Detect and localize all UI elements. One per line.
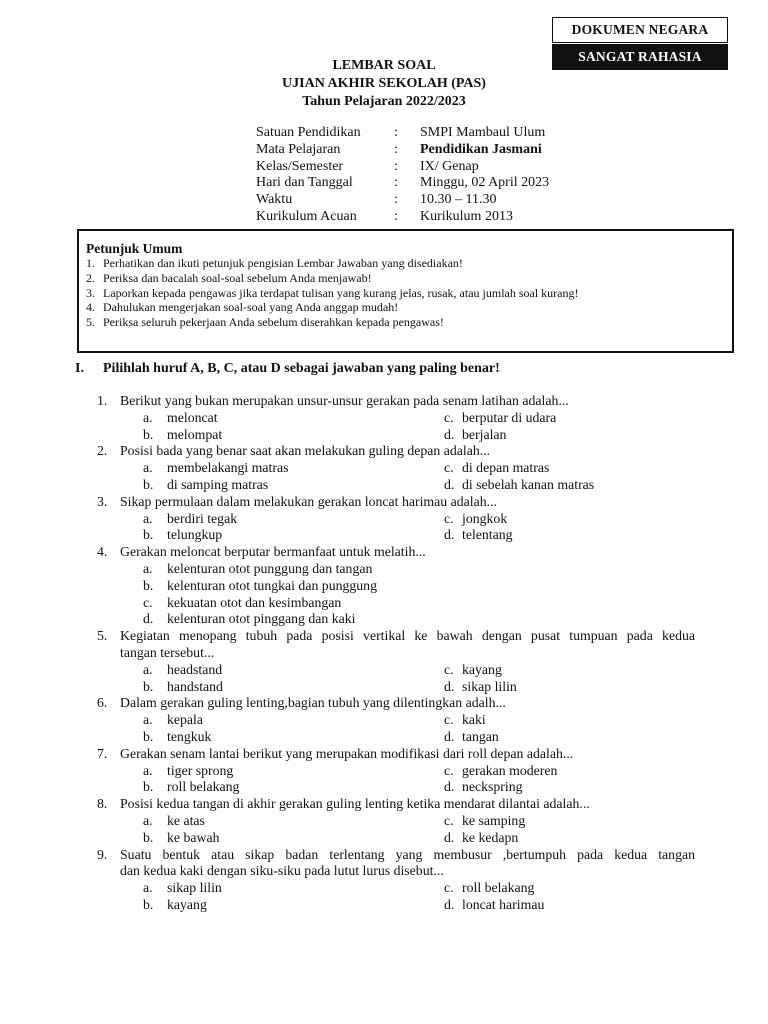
option-letter: d. bbox=[444, 678, 455, 694]
option-text: berdiri tegak bbox=[167, 510, 238, 526]
option-row bbox=[0, 662, 768, 679]
info-value: Minggu, 02 April 2023 bbox=[420, 175, 550, 191]
option-text: telungkup bbox=[167, 527, 223, 543]
option-text: meloncat bbox=[167, 409, 218, 425]
info-row-tanggal bbox=[256, 175, 676, 192]
info-row-waktu bbox=[256, 192, 676, 209]
option-letter: a. bbox=[143, 409, 153, 425]
option-letter: a. bbox=[143, 510, 153, 526]
option-text: tangan bbox=[462, 728, 499, 744]
option-row bbox=[0, 578, 768, 595]
option-letter: d. bbox=[444, 728, 455, 744]
option-row bbox=[0, 679, 768, 696]
stamp-dokumen-negara: DOKUMEN NEGARA bbox=[552, 17, 728, 43]
option-row bbox=[0, 561, 768, 578]
option-text: tengkuk bbox=[167, 728, 212, 744]
option-row bbox=[0, 611, 768, 628]
info-label: Hari dan Tanggal bbox=[256, 175, 353, 191]
option-letter: a. bbox=[143, 880, 153, 896]
instruction-item bbox=[86, 256, 732, 271]
option-row bbox=[0, 763, 768, 780]
question-line bbox=[0, 796, 768, 813]
option-letter: c. bbox=[444, 409, 454, 425]
info-colon: : bbox=[394, 141, 398, 157]
option-text: di samping matras bbox=[167, 476, 269, 492]
info-value: Pendidikan Jasmani bbox=[420, 141, 542, 157]
info-row-mapel bbox=[256, 142, 676, 159]
question-list bbox=[0, 393, 768, 914]
instructions-title: Petunjuk Umum bbox=[86, 241, 183, 256]
option-text: kelenturan otot punggung dan tangan bbox=[167, 560, 373, 576]
question-line bbox=[0, 645, 768, 662]
option-letter: d. bbox=[444, 527, 455, 543]
option-letter: c. bbox=[444, 510, 454, 526]
question-text: Sikap permulaan dalam melakukan gerakan loncat harimau adalah... bbox=[120, 493, 497, 509]
option-text: neckspring bbox=[462, 779, 523, 795]
option-text: telentang bbox=[462, 527, 513, 543]
question-text: Gerakan senam lantai berikut yang merupakan modifikasi dari roll depan adalah... bbox=[120, 745, 574, 761]
option-text: kayang bbox=[167, 896, 207, 912]
exam-title: UJIAN AKHIR SEKOLAH (PAS) bbox=[282, 76, 486, 91]
info-colon: : bbox=[394, 175, 398, 191]
option-letter: c. bbox=[444, 661, 454, 677]
option-letter: b. bbox=[143, 678, 154, 694]
option-text: kekuatan otot dan kesimbangan bbox=[167, 594, 342, 610]
option-letter: c. bbox=[444, 762, 454, 778]
question-text: Posisi bada yang benar saat akan melakukan guling depan adalah... bbox=[120, 443, 491, 459]
info-row-satuan bbox=[256, 125, 676, 142]
option-letter: d. bbox=[444, 829, 455, 845]
option-letter: b. bbox=[143, 728, 154, 744]
instruction-text: Laporkan kepada pengawas jika terdapat tulisan yang kurang jelas, rusak, atau jumlah soal kurang! bbox=[103, 285, 579, 300]
option-text: roll belakang bbox=[167, 779, 240, 795]
instruction-text: Periksa dan bacalah soal-soal sebelum Anda menjawab! bbox=[103, 270, 372, 285]
option-letter: a. bbox=[143, 712, 153, 728]
info-label: Mata Pelajaran bbox=[256, 141, 341, 157]
question-text: Kegiatan menopang tubuh pada posisi vertikal ke bawah dengan pusat tumpuan pada kedua bbox=[120, 628, 695, 644]
option-text: ke kedapn bbox=[462, 829, 519, 845]
option-letter: d. bbox=[444, 779, 455, 795]
info-colon: : bbox=[394, 192, 398, 208]
question-number: 3. bbox=[97, 493, 108, 509]
option-row bbox=[0, 460, 768, 477]
option-text: handstand bbox=[167, 678, 223, 694]
question-line bbox=[0, 544, 768, 561]
option-letter: d. bbox=[143, 611, 154, 627]
question-number: 2. bbox=[97, 443, 108, 459]
option-text: jongkok bbox=[462, 510, 508, 526]
question-line bbox=[0, 494, 768, 511]
option-row bbox=[0, 410, 768, 427]
option-row bbox=[0, 880, 768, 897]
option-row bbox=[0, 527, 768, 544]
question-5 bbox=[0, 628, 768, 695]
question-number: 5. bbox=[97, 628, 108, 644]
option-letter: c. bbox=[143, 594, 153, 610]
option-letter: c. bbox=[444, 812, 454, 828]
instruction-text: Periksa seluruh pekerjaan Anda sebelum diserahkan kepada pengawas! bbox=[103, 315, 444, 330]
option-letter: a. bbox=[143, 812, 153, 828]
question-text: dan kedua kaki dengan siku-siku pada lutut lurus disebut... bbox=[120, 863, 444, 879]
option-text: sikap lilin bbox=[462, 678, 517, 694]
option-text: melompat bbox=[167, 426, 223, 442]
section-heading bbox=[75, 360, 500, 377]
stamp-sangat-rahasia: SANGAT RAHASIA bbox=[552, 44, 728, 70]
info-value: SMPI Mambaul Ulum bbox=[420, 125, 546, 140]
option-text: tiger sprong bbox=[167, 762, 234, 778]
option-text: sikap lilin bbox=[167, 880, 222, 896]
option-letter: d. bbox=[444, 896, 455, 912]
option-letter: a. bbox=[143, 460, 153, 476]
instruction-num: 4. bbox=[86, 300, 95, 315]
question-line bbox=[0, 393, 768, 410]
question-text: Suatu bentuk atau sikap badan terlentang yang membusur ,bertumpuh pada kedua tangan bbox=[120, 846, 695, 862]
option-text: membelakangi matras bbox=[167, 460, 289, 476]
question-1 bbox=[0, 393, 768, 443]
academic-year: Tahun Pelajaran 2022/2023 bbox=[302, 94, 466, 109]
question-line bbox=[0, 628, 768, 645]
option-row bbox=[0, 897, 768, 914]
info-colon: : bbox=[394, 125, 398, 140]
question-number: 6. bbox=[97, 695, 108, 711]
info-row-kurikulum bbox=[256, 209, 676, 226]
option-letter: c. bbox=[444, 460, 454, 476]
question-text: Gerakan meloncat berputar bermanfaat untuk melatih... bbox=[120, 544, 426, 560]
question-3 bbox=[0, 494, 768, 544]
question-number: 4. bbox=[97, 544, 108, 560]
section-number: I. bbox=[75, 361, 84, 376]
option-text: di sebelah kanan matras bbox=[462, 476, 595, 492]
question-number: 8. bbox=[97, 796, 108, 812]
info-label: Kurikulum Acuan bbox=[256, 208, 357, 224]
question-9 bbox=[0, 847, 768, 914]
option-letter: a. bbox=[143, 560, 153, 576]
instruction-num: 5. bbox=[86, 315, 95, 330]
option-text: di depan matras bbox=[462, 460, 550, 476]
option-text: headstand bbox=[167, 661, 223, 677]
info-label: Waktu bbox=[256, 192, 293, 208]
option-text: loncat harimau bbox=[462, 896, 545, 912]
instructions-box bbox=[77, 229, 734, 353]
option-row bbox=[0, 729, 768, 746]
option-text: berjalan bbox=[462, 426, 507, 442]
option-letter: d. bbox=[444, 426, 455, 442]
question-line bbox=[0, 443, 768, 460]
option-row bbox=[0, 779, 768, 796]
question-7 bbox=[0, 746, 768, 796]
question-text: Dalam gerakan guling lenting,bagian tubuh yang dilentingkan adalh... bbox=[120, 695, 506, 711]
option-row bbox=[0, 595, 768, 612]
option-letter: b. bbox=[143, 476, 154, 492]
option-letter: a. bbox=[143, 762, 153, 778]
question-6 bbox=[0, 695, 768, 745]
option-row bbox=[0, 427, 768, 444]
option-text: ke bawah bbox=[167, 829, 220, 845]
option-row bbox=[0, 477, 768, 494]
option-text: gerakan moderen bbox=[462, 762, 558, 778]
question-line bbox=[0, 695, 768, 712]
question-text: Berikut yang bukan merupakan unsur-unsur gerakan pada senam latihan adalah... bbox=[120, 393, 569, 408]
instruction-num: 2. bbox=[86, 270, 95, 285]
option-text: kelenturan otot tungkai dan punggung bbox=[167, 577, 377, 593]
option-letter: c. bbox=[444, 712, 454, 728]
instruction-num: 1. bbox=[86, 256, 95, 270]
question-4 bbox=[0, 544, 768, 628]
option-letter: b. bbox=[143, 527, 154, 543]
option-text: kayang bbox=[462, 661, 502, 677]
option-text: ke atas bbox=[167, 812, 205, 828]
option-text: ke samping bbox=[462, 812, 526, 828]
section-instruction: Pilihlah huruf A, B, C, atau D sebagai jawaban yang paling benar! bbox=[103, 361, 500, 376]
instruction-item bbox=[86, 315, 732, 330]
info-value: IX/ Genap bbox=[420, 158, 479, 174]
option-letter: b. bbox=[143, 829, 154, 845]
option-text: berputar di udara bbox=[462, 409, 557, 425]
option-letter: c. bbox=[444, 880, 454, 896]
info-label: Kelas/Semester bbox=[256, 158, 344, 174]
question-number: 1. bbox=[97, 393, 108, 408]
info-label: Satuan Pendidikan bbox=[256, 125, 361, 140]
option-row bbox=[0, 511, 768, 528]
option-letter: b. bbox=[143, 426, 154, 442]
option-text: kepala bbox=[167, 712, 204, 728]
question-line bbox=[0, 863, 768, 880]
info-row-kelas bbox=[256, 159, 676, 176]
option-letter: b. bbox=[143, 577, 154, 593]
exam-info bbox=[256, 125, 676, 226]
instruction-text: Dahulukan mengerjakan soal-soal yang Anda anggap mudah! bbox=[103, 300, 399, 315]
info-colon: : bbox=[394, 208, 398, 224]
question-2 bbox=[0, 443, 768, 493]
option-row bbox=[0, 830, 768, 847]
option-row bbox=[0, 813, 768, 830]
instruction-text: Perhatikan dan ikuti petunjuk pengisian Lembar Jawaban yang disediakan! bbox=[103, 256, 463, 270]
question-text: tangan tersebut... bbox=[120, 644, 215, 660]
option-row bbox=[0, 712, 768, 729]
instruction-item bbox=[86, 300, 732, 315]
question-text: Posisi kedua tangan di akhir gerakan guling lenting ketika mendarat dilantai adalah... bbox=[120, 796, 590, 812]
option-text: kelenturan otot pinggang dan kaki bbox=[167, 611, 356, 627]
option-letter: d. bbox=[444, 476, 455, 492]
question-number: 9. bbox=[97, 846, 108, 862]
question-number: 7. bbox=[97, 745, 108, 761]
info-value: Kurikulum 2013 bbox=[420, 208, 513, 224]
question-8 bbox=[0, 796, 768, 846]
question-line bbox=[0, 746, 768, 763]
option-letter: b. bbox=[143, 779, 154, 795]
instruction-num: 3. bbox=[86, 285, 95, 300]
instruction-item bbox=[86, 271, 732, 286]
option-letter: a. bbox=[143, 661, 153, 677]
info-colon: : bbox=[394, 158, 398, 174]
option-text: roll belakang bbox=[462, 880, 535, 896]
question-line bbox=[0, 847, 768, 864]
option-text: kaki bbox=[462, 712, 486, 728]
option-letter: b. bbox=[143, 896, 154, 912]
instruction-item bbox=[86, 286, 732, 301]
info-value: 10.30 – 11.30 bbox=[420, 192, 497, 208]
doc-title: LEMBAR SOAL bbox=[332, 58, 436, 73]
